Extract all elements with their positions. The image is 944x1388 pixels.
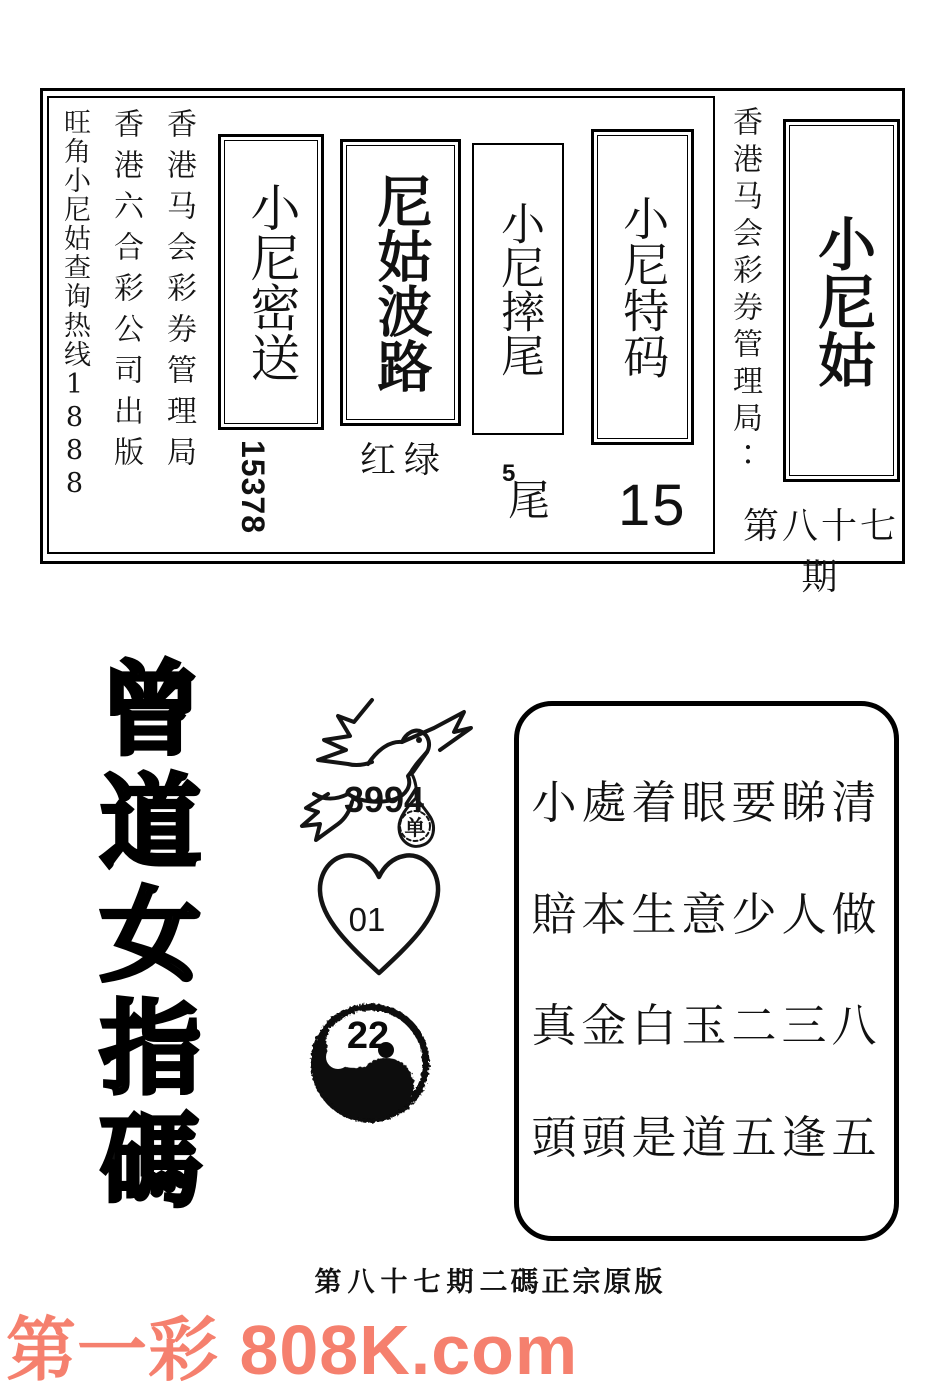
masthead-box bbox=[783, 119, 900, 482]
authority-column: 香港马会彩券管理局 bbox=[161, 108, 196, 477]
hotline-column: 旺角小尼姑查询热线1888 bbox=[59, 108, 90, 501]
masthead-title: 小尼姑 bbox=[808, 213, 877, 388]
caption-title: 二碼正宗原版 bbox=[479, 1265, 666, 1298]
tail-word: 尾 bbox=[508, 476, 551, 525]
panel-misong bbox=[218, 134, 324, 430]
series-title: 曾道女指碼 bbox=[83, 656, 201, 1221]
verse-line-2: 賠本生意少人做 bbox=[531, 887, 882, 941]
verse-box bbox=[514, 701, 899, 1241]
heart-graphic bbox=[306, 839, 452, 983]
dove-head-beak bbox=[410, 752, 427, 774]
taiji-number: 22 bbox=[346, 1015, 390, 1057]
panel-tail bbox=[472, 143, 564, 435]
verse-line-1: 小處着眼要睇清 bbox=[531, 776, 882, 829]
caption-issue: 第八十七期 bbox=[314, 1267, 480, 1298]
taiji-graphic bbox=[304, 999, 436, 1129]
panel-bolu-title: 尼姑波路 bbox=[368, 172, 434, 393]
panel-misong-result: 15378 bbox=[235, 440, 271, 534]
tail-number: 5 bbox=[502, 460, 516, 487]
right-authority-column: 香港马会彩券管理局∶ bbox=[727, 106, 762, 476]
dove-eye bbox=[416, 737, 422, 743]
publisher-column: 香港六合彩公司出版 bbox=[108, 108, 143, 477]
verse-line-3: 真金白玉二三八 bbox=[531, 999, 882, 1053]
panel-tail-result bbox=[500, 460, 560, 525]
pendant-label: 单 bbox=[404, 817, 426, 840]
heart-number: 01 bbox=[348, 901, 386, 938]
panel-tema-title: 小尼特码 bbox=[616, 195, 671, 379]
panel-tema bbox=[591, 129, 694, 445]
panel-bolu-result: 红绿 bbox=[360, 440, 449, 481]
panel-tail-title: 小尼摔尾 bbox=[493, 201, 545, 377]
verse-line-4: 頭頭是道五逢五 bbox=[531, 1110, 882, 1164]
issue-number: 第八十七期 bbox=[742, 506, 899, 598]
panel-misong-title: 小尼密送 bbox=[242, 182, 301, 382]
panel-tema-result: 15 bbox=[618, 473, 687, 538]
dove-left-wing bbox=[318, 700, 372, 765]
dove-number: 3994 bbox=[343, 779, 425, 820]
panel-bolu bbox=[340, 139, 461, 426]
site-brand: 第一彩 808K.com bbox=[6, 1311, 579, 1388]
